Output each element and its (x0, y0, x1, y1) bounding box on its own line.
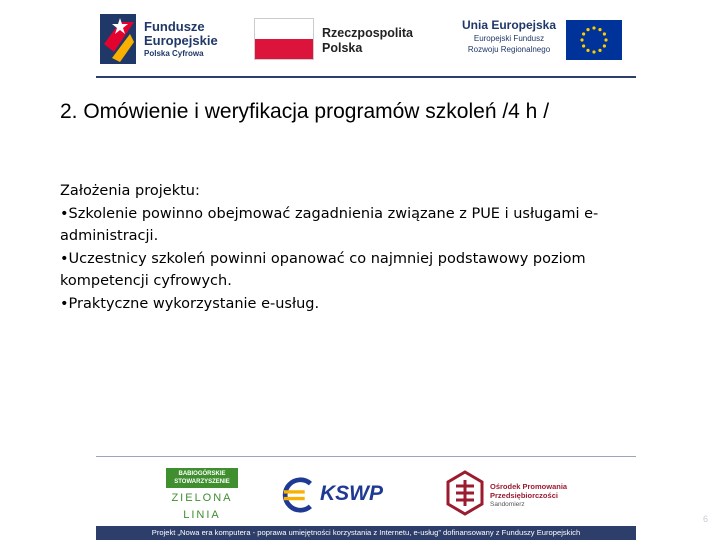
slide-title: 2. Omówienie i weryfikacja programów szkoleń /4 h / (60, 100, 550, 123)
unia-europejska-text (454, 18, 564, 55)
zielona-linia-logo (166, 468, 238, 520)
unia-europejska-logo (454, 14, 634, 68)
kswp-logo (280, 474, 410, 516)
fe-line2: Europejskie (144, 33, 218, 48)
osrodek-promowania-logo (446, 470, 616, 520)
kswp-euro-mark-icon (280, 476, 318, 514)
opp-line1: Ośrodek Promowania (490, 482, 568, 491)
bullet-item: •Uczestnicy szkoleń powinni opanować co najmniej podstawowy poziom kompetencji cyfrowych. (60, 250, 586, 289)
content-heading: Założenia projektu: (60, 183, 200, 199)
partner-logos (160, 464, 620, 526)
page-number: 6 (702, 514, 708, 524)
header-divider (96, 76, 636, 78)
bs-top-text: BABIOGÓRSKIE STOWARZYSZENIE (166, 468, 238, 488)
kswp-text: KSWP (320, 482, 383, 505)
rzeczpospolita-polska-logo (254, 16, 424, 66)
bs-line2: LINIA (183, 509, 221, 521)
bullet-item: •Szkolenie powinno obejmować zagadnienia związane z PUE i usługami e-administracji. (60, 205, 599, 244)
opp-line2: Przedsiębiorczości (490, 491, 558, 500)
eu-flag-icon (566, 20, 622, 60)
rp-line2: Polska (322, 41, 363, 55)
ue-line1: Unia Europejska (461, 18, 557, 32)
fe-line1: Fundusze (144, 19, 205, 34)
footer-divider (96, 456, 636, 457)
fundusze-europejskie-mark-icon (100, 14, 136, 64)
bullet-item: •Praktyczne wykorzystanie e-usług. (60, 295, 320, 312)
polish-flag-icon (254, 18, 314, 60)
fundusze-europejskie-text (144, 20, 218, 60)
bs-line1: ZIELONA (171, 492, 233, 504)
header-logo-bar (96, 8, 636, 72)
opp-text (490, 482, 567, 509)
opp-line3: Sandomierz (490, 501, 525, 508)
slide-content (60, 180, 670, 315)
ue-line2: Europejski Fundusz (473, 34, 545, 43)
footer-project-banner: Projekt „Nowa era komputera - poprawa umiejętności korzystania z Internetu, e-usług” dofinansowany z Funduszy Europejskich (96, 526, 636, 540)
fe-line3: Polska Cyfrowa (144, 49, 204, 58)
ue-line3: Rozwoju Regionalnego (467, 45, 551, 54)
fundusze-europejskie-logo (100, 12, 250, 68)
opp-mark-icon (446, 470, 484, 516)
rzeczpospolita-polska-text (322, 26, 413, 56)
rp-line1: Rzeczpospolita (322, 26, 413, 40)
